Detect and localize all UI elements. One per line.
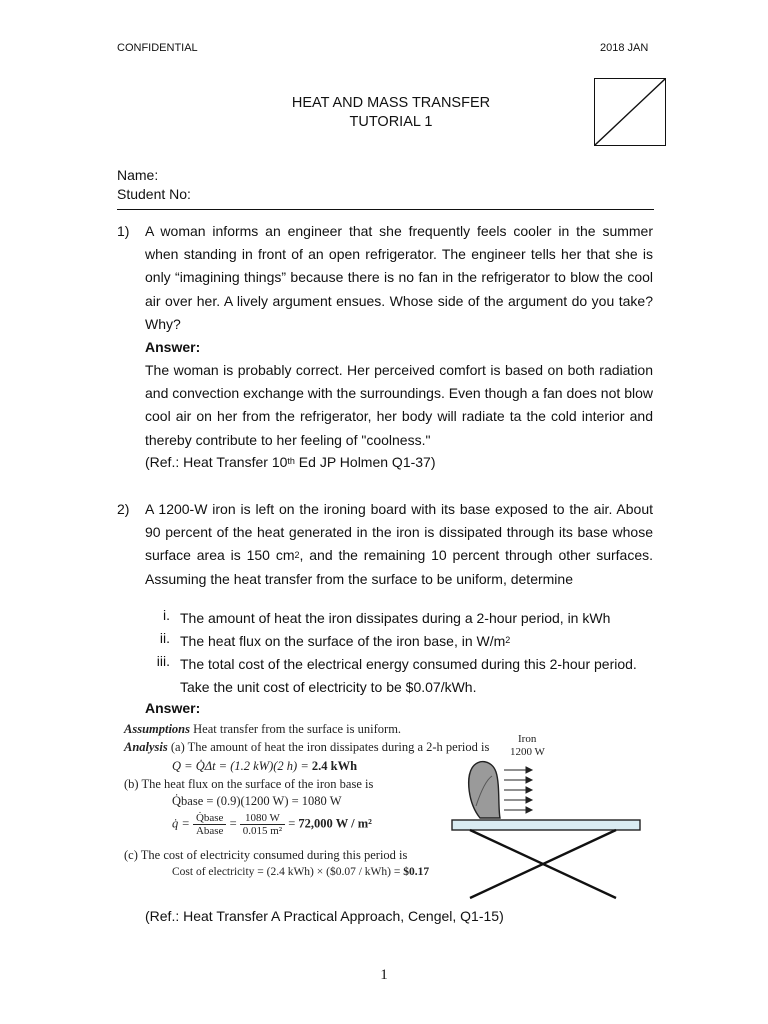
list-item: iii. The total cost of the electrical energy consumed during this 2-hour period. Take the unit cost of electricity to be $0.07/kWh. — [156, 653, 637, 695]
solution-analysis-a: Analysis (a) The amount of heat the iron dissipates during a 2-h period is — [124, 740, 490, 754]
page-number: 1 — [380, 967, 388, 983]
box-diagonal — [595, 79, 665, 145]
figure-label-iron: Iron — [518, 733, 537, 745]
list-item: ii. The heat flux on the surface of the iron base, in $W/m^2$ — [159, 630, 511, 649]
marks-box — [594, 78, 666, 146]
iron-icon — [469, 762, 500, 818]
solution-part-c: (c) The cost of electricity consumed during this period is — [124, 848, 408, 862]
q2-number: 2) — [117, 501, 130, 517]
q1-text: A woman informs an engineer that she frequently feels cooler in the summer when standing in front of an open refrigerator. The engineer tells her that she is only “imagining things” because there is no fan in the refrigerator to blow the cool air over her. A lively argument ensues. Whose side of the argument do you take? Why? — [145, 223, 653, 332]
q1-answer-label: Answer: — [145, 339, 201, 355]
title-line-2: TUTORIAL 1 — [349, 114, 433, 130]
header-date: 2018 JAN — [600, 42, 649, 54]
equation-base-heat: Q̇base = (0.9)(1200 W) = 1080 W — [172, 794, 342, 808]
equation-cost: Cost of electricity = (2.4 kWh) × ($0.07 / kWh) = $0.17 — [172, 866, 430, 878]
list-item: i. The amount of heat the iron dissipates during a 2-hour period, in kWh — [163, 607, 611, 626]
fraction-q-over-a: Q̇base Abase — [193, 812, 227, 837]
name-field-label: Name: — [117, 167, 159, 183]
ironing-board — [452, 820, 640, 830]
equation-heat: Q = Q̇Δt = (1.2 kW)(2 h) = 2.4 kWh — [172, 759, 358, 773]
q2-text: A 1200-W iron is left on the ironing board with its base exposed to the air. About 90 percent of the heat generated in the iron is dissipated through its base whose surface area is 150 $cm^2$, and the remaining 10 percent through other surfaces. Assuming the heat transfer from the surface to be uniform, determine — [145, 501, 654, 587]
q1-answer-text: The woman is probably correct. Her perceived comfort is based on both radiation and convection exchange with the surroundings. Even though a fan does not blow cool air on her from the refrigerator, her body will radiate ta the cold interior and thereby contribute to her feeling of "coolness." — [145, 362, 653, 448]
q1-number: 1) — [117, 223, 130, 239]
student-no-field-label: Student No: — [117, 186, 191, 202]
title-line-1: HEAT AND MASS TRANSFER — [291, 95, 491, 111]
figure-label-power: 1200 W — [510, 746, 545, 758]
solution-part-b: (b) The heat flux on the surface of the iron base is — [124, 777, 374, 791]
divider-rule — [117, 209, 654, 210]
q2-answer-label: Answer: — [145, 700, 201, 716]
q2-reference: (Ref.: Heat Transfer A Practical Approach, Cengel, Q1-15) — [145, 908, 504, 924]
fraction-values: $\frac{1080 W}{\text{0.015 m²}}$ — [240, 812, 285, 837]
iron-figure — [440, 728, 650, 900]
equation-heat-flux: q̇ = Q̇base Abase = $\frac{1080 W}{\text{0.015 m²}}$ = 72,000 W / m² — [172, 812, 372, 837]
q1-reference: (Ref.: Heat Transfer 10th Ed JP Holmen Q1-37) — [145, 454, 436, 470]
solution-assumptions: Assumptions Heat transfer from the surface is uniform. — [124, 722, 402, 736]
header-confidential: CONFIDENTIAL — [117, 42, 198, 54]
heat-arrows-icon — [504, 767, 532, 813]
